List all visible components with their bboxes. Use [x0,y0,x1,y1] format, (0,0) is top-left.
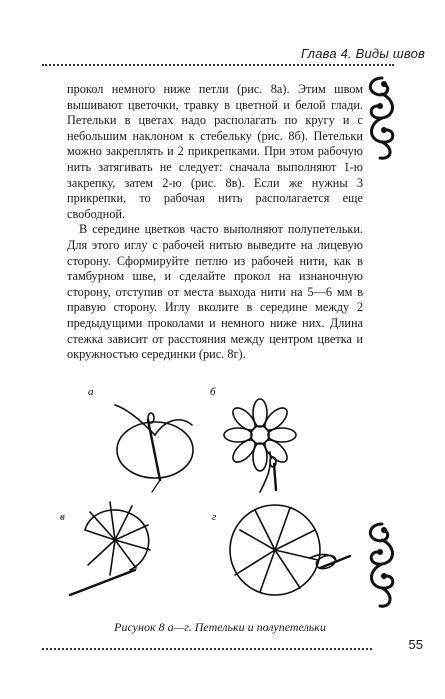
paragraph-2: В середине цветков часто выполняют полупетельки. Для этого иглу с рабочей нитью выведите на лицевую сторону. Сформируйте петлю из рабочей нити, как в тамбурном шве, и сделайте прокол на изнаночную сторону, отступив от места выхода нити на 5—6 мм в правую сторону. Иглу вколите в середине между 2 предыдущими проколами и немного ниже них. Длина стежка зависит от расстояния между центром цветка и окружностью серединки (рис. 8г). [67,222,363,362]
footer-dotted-rule [42,648,372,650]
paragraph-1: прокол немного ниже петли (рис. 8а). Этим швом вышивают цветочки, травку в цветной и белой глади. Петельки в цветах надо располагать по кругу и с небольшим наклоном к стебельку (рис. 8б). Петельки можно закреплять и 2 прикрепками. При этом рабочую нить затягивать не следует: сначала выполняют 1-ю закрепку, затем 2-ю (рис. 8в). Если же нужны 3 прикрепки, то рабочая нить располагается еще свободной. [67,82,363,221]
fig-label-d: г [212,511,217,523]
body-text [67,82,363,363]
header-dotted-rule [42,64,394,66]
ornament-bottom-right-icon [360,520,404,612]
fig-label-c: в [60,511,65,523]
chapter-header: Глава 4. Виды швов [300,46,425,61]
figure-caption: Рисунок 8 а—г. Петельки и полупетельки [114,620,326,634]
fig-label-b: б [210,386,216,398]
fig-label-a: а [88,386,94,398]
stitch-illustration [60,380,360,615]
ornament-top-right-icon [360,74,404,162]
page-number: 55 [408,637,423,652]
